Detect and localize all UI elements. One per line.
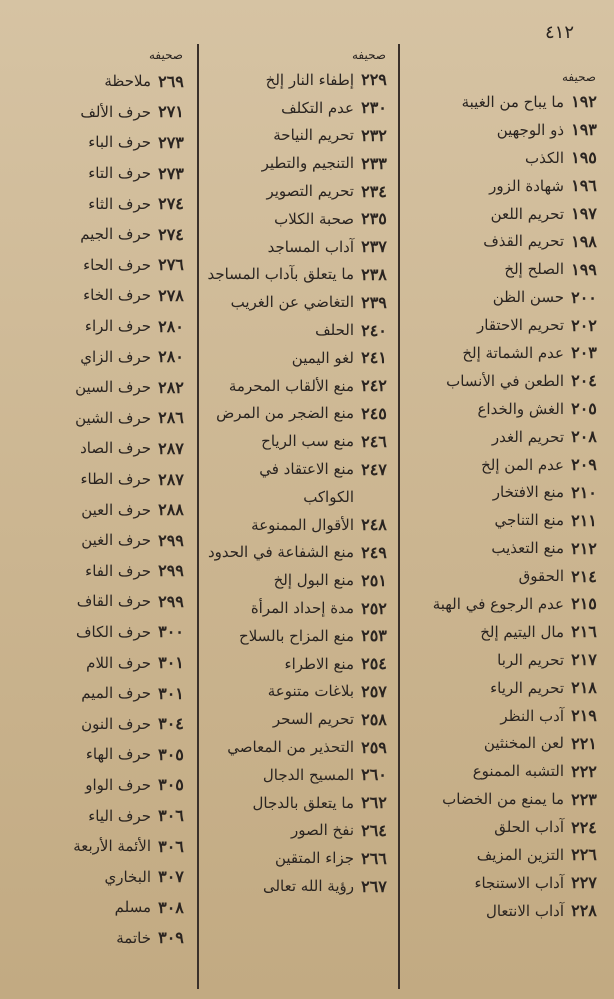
index-entry (7, 861, 189, 892)
index-entry (7, 158, 189, 189)
entry-title: التزين المزيف (476, 845, 564, 864)
entry-page-number: ٢٠٩ (571, 455, 597, 475)
entry-page-number: ٣٠٦ (158, 836, 184, 856)
entry-page-number: ٢٠٣ (571, 343, 597, 363)
column-header: صحيفه (561, 70, 596, 84)
entry-page-number: ٢٣٧ (361, 237, 387, 257)
index-entry (206, 511, 392, 539)
index-entry (7, 770, 189, 801)
entry-title: تحريم الرياء (490, 678, 564, 697)
entry-page-number: ٢٦٧ (361, 876, 387, 896)
entry-title: البخاري (104, 867, 151, 886)
index-entry (402, 506, 602, 534)
entry-page-number: ٢٧١ (158, 102, 184, 122)
index-entry (7, 617, 189, 648)
index-entry (206, 872, 392, 900)
entry-page-number: ١٩٧ (571, 204, 597, 223)
entry-page-number: ٢٣٢ (361, 125, 387, 145)
entry-title: حرف الشين (75, 408, 151, 427)
index-entry (206, 622, 392, 650)
index-entry (7, 831, 189, 862)
entry-title: آداب الاستنجاء (474, 873, 564, 892)
entry-title: رؤية الله تعالى (262, 877, 354, 895)
entry-page-number: ٢١١ (571, 510, 597, 530)
index-entry (402, 646, 602, 674)
entry-page-number: ٢١٨ (571, 678, 597, 698)
entry-title: آداب الانتعال (485, 901, 564, 920)
entry-page-number: ٢٨٧ (158, 469, 184, 489)
entry-title: الحلف (315, 321, 354, 340)
entry-page-number: ٢٥٤ (361, 654, 387, 674)
entry-title: تحريم الربا (497, 650, 564, 669)
index-entry (206, 566, 392, 594)
index-entry (402, 534, 602, 562)
entry-page-number: ٢١٧ (571, 650, 597, 670)
index-entry (7, 647, 189, 678)
entry-page-number: ٢٥٨ (361, 709, 387, 729)
entry-title: منع الافتخار (492, 483, 564, 502)
entry-title: مال اليتيم إلخ (480, 622, 564, 641)
entry-title: حرف الكاف (75, 622, 151, 641)
index-entry (402, 172, 602, 200)
entry-title: منع الاطراء (284, 654, 354, 673)
entry-title: الغش والخداع (477, 399, 564, 418)
entry-title: حرف النون (81, 714, 151, 733)
index-entry (402, 451, 602, 479)
entry-title: عدم المن إلخ (481, 455, 564, 474)
index-entry (206, 288, 392, 316)
entry-page-number: ١٩٢ (571, 92, 597, 112)
entry-page-number: ٢٧٦ (158, 255, 184, 275)
entry-title: حرف الراء (84, 317, 151, 336)
entry-page-number: ٢٢٤ (571, 817, 597, 837)
entry-page-number: ١٩٦ (571, 176, 597, 196)
entry-page-number: ٢٥٣ (361, 626, 387, 646)
index-entry (7, 525, 189, 556)
index-entry (206, 650, 392, 678)
index-entry (206, 539, 392, 567)
entry-page-number: ٢٣٥ (361, 209, 387, 229)
entry-page-number: ٢٤٧ (361, 459, 387, 479)
entry-page-number: ٢٣٤ (361, 181, 387, 201)
entry-title: منع التعذيب (491, 539, 564, 558)
entry-title: لغو اليمين (291, 348, 354, 367)
index-entry (7, 403, 189, 434)
entry-page-number: ٢١٩ (571, 706, 597, 726)
entry-title: آداب المساجد (267, 237, 354, 256)
entry-page-number: ١٩٣ (571, 120, 597, 140)
entry-title: حرف الواو (85, 775, 151, 794)
entry-page-number: ٢٧٣ (158, 163, 184, 183)
entry-title: ما يباح من الغيبة (461, 92, 564, 111)
index-entry (206, 455, 392, 483)
entry-page-number: ٣٠٧ (158, 867, 184, 887)
index-entry (206, 844, 392, 872)
entry-title: حسن الظن (492, 288, 564, 307)
index-entry (7, 66, 189, 97)
entry-page-number: ٢٣٠ (361, 98, 387, 118)
column-header: صحيفه (148, 48, 183, 62)
entry-title: آدب النظر (500, 706, 564, 725)
entry-title: منع التناجي (494, 511, 564, 530)
entry-page-number: ٢٣٣ (361, 153, 387, 173)
entry-page-number: ٢٦٦ (361, 848, 387, 868)
entry-page-number: ٢٤٦ (361, 431, 387, 451)
index-entry (7, 433, 189, 464)
entry-title: إطفاء النار إلخ (265, 70, 354, 89)
entry-title: حرف العين (81, 500, 151, 519)
index-entry (7, 280, 189, 311)
entry-title: حرف الغين (81, 531, 151, 550)
entry-page-number: ٢٢٩ (361, 70, 387, 90)
entry-title: حرف الخاء (83, 286, 151, 305)
index-entry (7, 586, 189, 617)
entry-page-number: ١٩٩ (571, 259, 597, 279)
entry-title: عدم الرجوع في الهبة (432, 594, 564, 613)
entry-title: حرف الجيم (80, 225, 151, 244)
entry-page-number: ٢٧٣ (158, 132, 184, 152)
entry-page-number: ٢١٥ (571, 594, 597, 614)
index-entry (402, 562, 602, 590)
entry-title: آداب الحلق (494, 818, 564, 837)
index-entry (402, 227, 602, 255)
entry-page-number: ٢٨٦ (158, 408, 184, 428)
index-entry (402, 367, 602, 395)
entry-page-number: ٢١٦ (571, 622, 597, 642)
entry-title: حرف الألف (80, 102, 151, 121)
index-entry (206, 177, 392, 205)
entry-title: شهادة الزور (489, 176, 564, 195)
index-entry (206, 678, 392, 706)
index-entry (402, 618, 602, 646)
index-entry (402, 423, 602, 451)
index-entry (402, 478, 602, 506)
entry-page-number: ٢٥٧ (361, 681, 387, 701)
entry-title: حرف الحاء (83, 255, 151, 274)
entry-page-number: ٢٢٦ (571, 845, 597, 865)
entry-page-number: ٢٢٣ (571, 789, 597, 809)
entry-page-number: ٢١٠ (571, 482, 597, 502)
index-entry (7, 556, 189, 587)
entry-title: المسيح الدجال (262, 765, 354, 784)
entry-title: الصلح إلخ (504, 260, 564, 279)
index-entry (402, 869, 602, 897)
index-entry (7, 708, 189, 739)
entry-page-number: ٢٨٠ (158, 347, 184, 367)
index-entry (402, 785, 602, 813)
entry-title: لعن المخنثين (483, 734, 564, 753)
entry-title: حرف الطاء (80, 470, 151, 489)
entry-page-number: ٢١٤ (571, 566, 597, 586)
entry-title: عدم الشماتة إلخ (462, 343, 564, 362)
entry-page-number: ٣٠٥ (158, 744, 184, 764)
entry-page-number: ٢٦٢ (361, 793, 387, 813)
index-entry (206, 122, 392, 150)
index-entry (402, 255, 602, 283)
index-entry (402, 729, 602, 757)
entry-page-number: ٢٠٤ (571, 371, 597, 391)
entry-page-number: ٢٤١ (361, 348, 387, 368)
index-entry (206, 344, 392, 372)
entry-title: منع البول إلخ (273, 571, 354, 590)
column-header: صحيفه (351, 48, 386, 62)
entry-page-number: ٢٢١ (571, 733, 597, 753)
entry-page-number: ٢٢٢ (571, 761, 597, 781)
entry-page-number: ٢٤٩ (361, 542, 387, 562)
entry-page-number: ٣٠٦ (158, 806, 184, 826)
entry-page-number: ٣٠٥ (158, 775, 184, 795)
index-entry (402, 674, 602, 702)
index-entry (402, 897, 602, 925)
index-entry (402, 283, 602, 311)
entry-title: جزاء المتقين (274, 849, 354, 868)
index-entry (402, 116, 602, 144)
entry-page-number: ٢٠٢ (571, 315, 597, 335)
entry-page-number: ٢٣٩ (361, 292, 387, 312)
entry-title: التحذير من المعاصي (227, 738, 354, 757)
index-entry (206, 261, 392, 289)
entry-page-number: ٢٥٩ (361, 737, 387, 757)
entry-page-number: ٢٠٨ (571, 427, 597, 447)
entry-page-number: ٢٣٨ (361, 264, 387, 284)
entry-page-number: ٣٠٩ (158, 928, 184, 948)
entry-title: صحبة الكلاب (274, 209, 354, 228)
entry-page-number: ٢١٢ (571, 538, 597, 558)
entry-title: تحريم النياحة (273, 126, 354, 145)
entry-title: التنجيم والتطير (261, 154, 354, 173)
index-entry (7, 127, 189, 158)
entry-title: عدم التكلف (281, 98, 354, 117)
entry-page-number: ١٩٨ (571, 231, 597, 251)
entry-page-number: ٢٧٤ (158, 224, 184, 244)
entry-title: حرف التاء (88, 164, 151, 183)
entry-title: حرف السين (75, 378, 151, 397)
entry-title: مدة إحداد المرأة (250, 599, 354, 618)
entry-title: خاتمة (116, 928, 151, 947)
entry-title: تحريم الاحتقار (477, 316, 564, 335)
index-entry (206, 789, 392, 817)
index-entry (402, 395, 602, 423)
index-entry (7, 372, 189, 403)
index-entry (7, 494, 189, 525)
index-entry (402, 339, 602, 367)
entry-page-number: ٣٠١ (158, 683, 184, 703)
index-entry (7, 800, 189, 831)
entry-title: التغاضي عن الغريب (230, 293, 354, 312)
entry-title: تحريم السحر (272, 710, 354, 729)
entry-page-number: ٢٧٨ (158, 285, 184, 305)
entry-title: منع الألقاب المحرمة (228, 376, 354, 395)
index-entry (402, 757, 602, 785)
entry-title: منع الاعتقاد في (259, 460, 354, 479)
index-column-middle (206, 44, 392, 900)
entry-page-number: ٢٨٠ (158, 316, 184, 336)
entry-title: منع الشفاعة في الحدود (207, 543, 354, 562)
index-entry (402, 200, 602, 228)
entry-title: ذو الوجهين (496, 120, 564, 139)
entry-title: منع سب الرياح (261, 432, 354, 451)
entry-page-number: ٢٤٠ (361, 320, 387, 340)
entry-title: الكذب (524, 148, 564, 167)
column-divider-left (197, 44, 199, 989)
entry-title: حرف الياء (88, 806, 151, 825)
entry-page-number: ٢٩٩ (158, 561, 184, 581)
index-entry (206, 316, 392, 344)
entry-page-number: ٢٦٩ (158, 71, 184, 91)
entry-page-number: ٢٤٨ (361, 515, 387, 535)
entry-page-number: ٢٥٢ (361, 598, 387, 618)
index-entry (402, 311, 602, 339)
index-entry (206, 483, 392, 511)
entry-page-number: ٢٩٩ (158, 530, 184, 550)
entry-page-number: ٢٠٠ (571, 287, 597, 307)
entry-page-number: ٢٥١ (361, 570, 387, 590)
entry-title: ما يمنع من الخضاب (442, 790, 564, 809)
entry-title: تحريم القذف (483, 232, 564, 251)
index-entry (206, 594, 392, 622)
entry-page-number: ٣٠١ (158, 653, 184, 673)
entry-title: بلاغات متنوعة (267, 682, 354, 701)
column-divider-right (398, 44, 400, 989)
entry-title: حرف الزاي (80, 347, 151, 366)
index-entry (206, 761, 392, 789)
entry-page-number: ٢٨٢ (158, 377, 184, 397)
index-entry (206, 817, 392, 845)
index-entry (7, 311, 189, 342)
entry-title: حرف الباء (88, 133, 151, 152)
entry-title: تحريم التصوير (266, 182, 354, 201)
index-entry (206, 705, 392, 733)
entry-page-number: ٢٢٨ (571, 901, 597, 921)
index-entry (7, 219, 189, 250)
index-entry (206, 94, 392, 122)
index-entry (7, 678, 189, 709)
index-entry (402, 813, 602, 841)
index-entry (7, 341, 189, 372)
index-column-right (402, 44, 602, 925)
index-entry (206, 372, 392, 400)
entry-title: نفخ الصور (291, 821, 354, 840)
entry-page-number: ٢٤٢ (361, 376, 387, 396)
entry-title: التشبه الممنوع (472, 762, 564, 781)
entry-page-number: ٢٩٩ (158, 591, 184, 611)
entry-title: تحريم اللعن (490, 204, 564, 223)
index-entry (206, 66, 392, 94)
entry-title: ما يتعلق بالدجال (252, 793, 354, 812)
entry-title: مسلم (114, 898, 151, 917)
entry-page-number: ٢٢٧ (571, 873, 597, 893)
entry-title: منع الضجر من المرض (216, 404, 354, 423)
entry-title: حرف الميم (81, 684, 151, 703)
index-entry (7, 892, 189, 923)
entry-title: الأقوال الممنوعة (251, 515, 354, 534)
index-entry (7, 97, 189, 128)
entry-page-number: ٢٦٠ (361, 765, 387, 785)
index-entry (206, 149, 392, 177)
entry-page-number: ٢٤٥ (361, 403, 387, 423)
index-entry (206, 427, 392, 455)
entry-title: ملاحظة (104, 72, 151, 91)
index-column-left (7, 44, 189, 953)
entry-title: الأئمة الأربعة (73, 837, 151, 856)
index-entry (402, 841, 602, 869)
entry-title: حرف الفاء (85, 561, 151, 580)
index-entry (7, 923, 189, 954)
index-entry (206, 400, 392, 428)
index-entry (206, 233, 392, 261)
entry-title: منع المزاح بالسلاح (239, 626, 354, 645)
index-entry (206, 205, 392, 233)
entry-title: تحريم الغدر (491, 427, 564, 446)
entry-title: الطعن في الأنساب (446, 371, 564, 390)
index-entry (7, 464, 189, 495)
entry-page-number: ٢٨٨ (158, 500, 184, 520)
page-number: ٤١٢ (544, 22, 574, 43)
entry-title: حرف الثاء (88, 194, 151, 213)
entry-title: حرف اللام (86, 653, 151, 672)
index-entry (7, 188, 189, 219)
index-entry (402, 88, 602, 116)
entry-page-number: ٢٠٥ (571, 399, 597, 419)
entry-page-number: ٣٠٨ (158, 897, 184, 917)
entry-page-number: ٢٨٧ (158, 438, 184, 458)
entry-title: الحقوق (518, 567, 564, 586)
entry-page-number: ٢٦٤ (361, 820, 387, 840)
entry-page-number: ٢٧٤ (158, 194, 184, 214)
entry-page-number: ٣٠٠ (158, 622, 184, 642)
index-entry (402, 702, 602, 730)
index-entry (7, 250, 189, 281)
entry-title: حرف القاف (76, 592, 151, 611)
entry-title: الكواكب (303, 487, 354, 506)
entry-title: حرف الصاد (80, 439, 151, 458)
entry-title: ما يتعلق بآداب المساجد (207, 265, 354, 284)
index-entry (206, 733, 392, 761)
index-entry (402, 590, 602, 618)
index-entry (402, 144, 602, 172)
entry-page-number: ١٩٥ (571, 148, 597, 168)
index-entry (7, 739, 189, 770)
entry-title: حرف الهاء (85, 745, 151, 764)
entry-page-number: ٣٠٤ (158, 714, 184, 734)
